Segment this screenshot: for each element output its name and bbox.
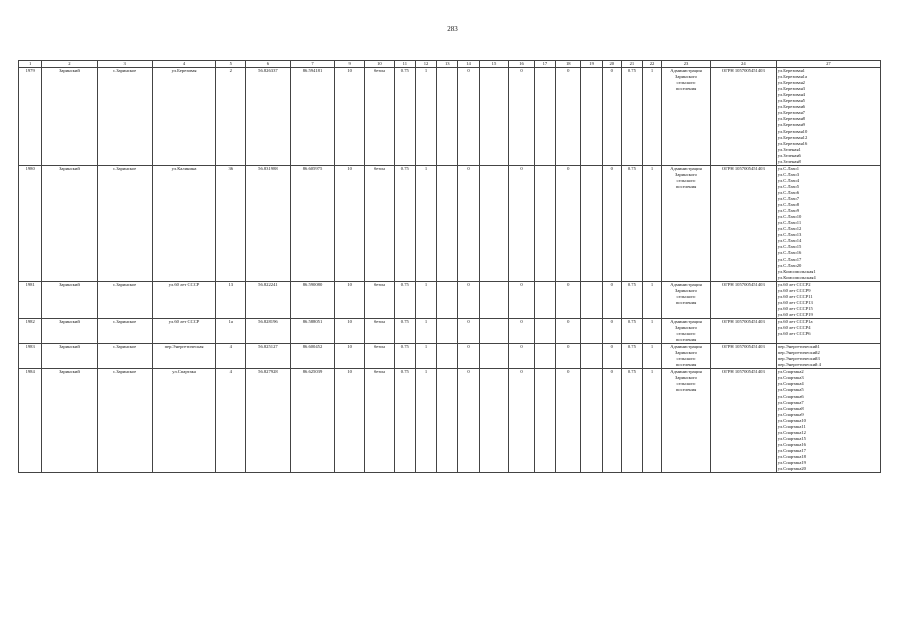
table-cell: 36	[216, 165, 246, 281]
address-line: ул.С.Лазо13	[777, 232, 802, 238]
address-line: ул.60 лет СССР2	[777, 281, 811, 287]
table-cell	[534, 344, 555, 369]
table-cell: 1	[415, 68, 436, 166]
address-line: ул.С.Лазо14	[777, 238, 802, 244]
owner-line: Администрация	[670, 68, 702, 74]
table-cell: с.Заринское	[97, 344, 152, 369]
table-cell: ул.Калинина	[152, 165, 216, 281]
owner-cell	[662, 369, 711, 473]
table-cell: 86.625039	[290, 369, 335, 473]
table-cell: 0.75	[621, 318, 642, 343]
owner-cell	[662, 165, 711, 281]
table-cell: 0	[509, 68, 534, 166]
table-cell: 0	[602, 344, 621, 369]
owner-line: Администрация	[670, 344, 702, 350]
address-list-cell	[776, 68, 880, 166]
address-line: ул.Комсомольская1	[777, 268, 816, 274]
table-cell: ул.Спартака	[152, 369, 216, 473]
table-cell: бетон	[365, 165, 395, 281]
ogrn-cell: ОГРН 1057005451403	[710, 281, 776, 318]
table-cell: 0	[556, 318, 581, 343]
address-line: ул.Березовая12	[777, 134, 808, 140]
table-cell: 1	[415, 344, 436, 369]
owner-line: Заринского	[675, 74, 697, 80]
table-cell: бетон	[365, 318, 395, 343]
ogrn-cell: ОГРН 1057005451403	[710, 369, 776, 473]
address-line: ул.С.Лазо10	[777, 214, 802, 220]
address-line: ул.Зеленая1	[777, 146, 801, 152]
table-cell: 10	[335, 344, 365, 369]
table-row	[19, 369, 881, 473]
table-cell: 0	[602, 281, 621, 318]
table-cell: бетон	[365, 281, 395, 318]
table-cell: ул.60 лет СССР	[152, 318, 216, 343]
table-cell: 1	[643, 318, 662, 343]
table-cell: 0	[509, 344, 534, 369]
address-line: ул.Спартака17	[777, 447, 806, 453]
owner-line: Администрация	[670, 318, 702, 324]
col-header: 19	[581, 61, 602, 68]
table-cell: 4	[216, 369, 246, 473]
address-line: пер.Энергетический1	[777, 344, 820, 350]
table-cell: 1	[643, 369, 662, 473]
col-header: 27	[776, 61, 880, 68]
table-cell	[534, 318, 555, 343]
col-header: 23	[662, 61, 711, 68]
table-cell	[437, 165, 458, 281]
address-list-cell	[776, 165, 880, 281]
col-header: 7	[290, 61, 335, 68]
table-cell	[437, 318, 458, 343]
address-line: ул.Спартака2	[777, 369, 804, 375]
table-cell: 10	[335, 68, 365, 166]
table-cell: Заринский	[42, 369, 97, 473]
table-cell: 0	[556, 281, 581, 318]
address-line: ул.С.Лазо4	[777, 177, 800, 183]
owner-line: сельского	[676, 293, 696, 299]
address-line: ул.Березовая1а	[777, 74, 808, 80]
address-line: ул.Березовая4	[777, 92, 805, 98]
owner-line: поселения	[675, 362, 697, 368]
table-cell: бетон	[365, 68, 395, 166]
table-cell: 0.75	[621, 68, 642, 166]
owner-line: Заринского	[675, 325, 697, 331]
ogrn-cell: ОГРН 1057005451403	[710, 344, 776, 369]
col-header: 21	[621, 61, 642, 68]
table-cell	[479, 68, 509, 166]
address-line: ул.Спартака12	[777, 429, 806, 435]
address-line: ул.Спартака6	[777, 393, 804, 399]
table-cell: 0.75	[394, 318, 415, 343]
owner-cell	[662, 68, 711, 166]
address-list-cell	[776, 369, 880, 473]
table-cell: 0	[458, 165, 479, 281]
col-header: 24	[710, 61, 776, 68]
address-line: ул.Березовая2	[777, 80, 805, 86]
address-line: ул.С.Лазо9	[777, 208, 800, 214]
table-cell: 1981	[19, 281, 42, 318]
table-cell: 56.822241	[246, 281, 291, 318]
address-line: ул.С.Лазо1	[777, 165, 800, 171]
address-line: ул.Спартака4	[777, 381, 804, 387]
table-cell: 86.600452	[290, 344, 335, 369]
table-cell: 86.590080	[290, 281, 335, 318]
table-cell: 0	[602, 68, 621, 166]
address-line: пер.Энергетический3	[777, 356, 820, 362]
address-line: ул.Спартака3	[777, 375, 804, 381]
address-line: ул.Спартака18	[777, 454, 806, 459]
table-cell: 0.75	[394, 369, 415, 473]
address-line: ул.Березовая7	[777, 110, 805, 116]
table-cell: 1980	[19, 165, 42, 281]
table-cell	[581, 344, 602, 369]
table-cell: 1а	[216, 318, 246, 343]
owner-line: поселения	[675, 299, 697, 305]
address-list-cell	[776, 281, 880, 318]
col-header: 20	[602, 61, 621, 68]
address-line: ул.Спартака15	[777, 435, 806, 441]
table-cell: 0.75	[621, 344, 642, 369]
address-line: ул.60 лет СССР6	[777, 331, 811, 337]
table-cell	[581, 68, 602, 166]
col-header: 2	[42, 61, 97, 68]
table-cell: с.Заринское	[97, 281, 152, 318]
table-cell: 86.605975	[290, 165, 335, 281]
address-line: ул.Березовая6	[777, 104, 805, 110]
address-line: ул.Спартака10	[777, 417, 806, 423]
col-header: 22	[643, 61, 662, 68]
col-header: 1	[19, 61, 42, 68]
address-line: ул.С.Лазо8	[777, 202, 800, 208]
owner-line: Заринского	[675, 287, 697, 293]
table-cell: 0	[509, 369, 534, 473]
table-cell	[581, 369, 602, 473]
table-cell: 0	[458, 68, 479, 166]
address-line: ул.60 лет СССР19	[777, 311, 813, 317]
address-line: ул.Березовая16	[777, 140, 808, 146]
table-cell: 0	[602, 369, 621, 473]
owner-line: Администрация	[670, 281, 702, 287]
table-cell: 10	[335, 165, 365, 281]
table-cell: 0	[556, 165, 581, 281]
table-cell: 0	[458, 281, 479, 318]
table-cell: Заринский	[42, 281, 97, 318]
table-cell: 1982	[19, 318, 42, 343]
address-line: ул.Спартака20	[777, 466, 806, 472]
table-cell: 1979	[19, 68, 42, 166]
owner-line: сельского	[676, 331, 696, 337]
table-row	[19, 165, 881, 281]
table-cell	[437, 369, 458, 473]
address-list-cell	[776, 318, 880, 343]
table-cell: с.Заринское	[97, 68, 152, 166]
table-cell	[479, 344, 509, 369]
table-cell: с.Заринское	[97, 318, 152, 343]
table-cell: 1	[643, 165, 662, 281]
col-header: 15	[479, 61, 509, 68]
ogrn-cell: ОГРН 1057005451403	[710, 318, 776, 343]
table-cell: с.Заринское	[97, 369, 152, 473]
address-line: ул.Березовая10	[777, 128, 808, 134]
owner-cell	[662, 318, 711, 343]
table-cell	[479, 281, 509, 318]
address-line: ул.Березовая1	[777, 68, 805, 74]
table-cell: 1984	[19, 369, 42, 473]
col-header: 16	[509, 61, 534, 68]
table-row	[19, 281, 881, 318]
address-line: ул.60 лет СССР13	[777, 299, 813, 305]
col-header: 9	[335, 61, 365, 68]
ogrn-cell: ОГРН 1057005451403	[710, 165, 776, 281]
table-cell: 0	[556, 344, 581, 369]
table-cell: 56.828196	[246, 318, 291, 343]
table-cell: 56.831988	[246, 165, 291, 281]
address-line: ул.С.Лазо6	[777, 189, 800, 195]
table-cell: 1	[415, 281, 436, 318]
address-line: ул.60 лет СССР4	[777, 325, 811, 331]
address-line: ул.Березовая9	[777, 122, 805, 128]
table-cell: 0.75	[394, 68, 415, 166]
address-line: пер.Энергетический 4	[777, 362, 821, 368]
address-line: ул.С.Лазо17	[777, 256, 802, 262]
table-cell: бетон	[365, 344, 395, 369]
page-number: 283	[447, 25, 458, 33]
col-header: 6	[246, 61, 291, 68]
address-line: ул.Спартака11	[777, 423, 806, 429]
table-cell: Заринский	[42, 165, 97, 281]
table-cell: пер.Энергетическая	[152, 344, 216, 369]
table-cell: 0	[602, 165, 621, 281]
owner-line: Заринского	[675, 171, 697, 177]
address-line: ул.60 лет СССР1а	[777, 318, 813, 324]
table-cell: 0.75	[621, 281, 642, 318]
table-cell: 86.588051	[290, 318, 335, 343]
table-cell: 0	[509, 281, 534, 318]
address-line: ул.Зеленая6	[777, 152, 801, 158]
col-header: 11	[394, 61, 415, 68]
address-line: ул.Березовая8	[777, 116, 805, 122]
address-line: ул.Спартака5	[777, 387, 804, 393]
registry-table	[18, 60, 881, 473]
address-line: ул.С.Лазо5	[777, 183, 800, 189]
owner-line: Заринского	[675, 375, 697, 381]
table-cell	[437, 281, 458, 318]
table-cell: 0	[509, 318, 534, 343]
table-cell: 0	[602, 318, 621, 343]
address-line: ул.Спартака19	[777, 460, 806, 466]
table-cell: 86.594181	[290, 68, 335, 166]
owner-line: сельского	[676, 80, 696, 86]
address-line: ул.С.Лазо3	[777, 171, 800, 177]
table-cell: 0	[458, 318, 479, 343]
table-cell	[534, 68, 555, 166]
owner-line: Администрация	[670, 165, 702, 171]
table-cell: 1	[415, 369, 436, 473]
table-row	[19, 344, 881, 369]
col-header: 3	[97, 61, 152, 68]
owner-line: сельского	[676, 177, 696, 183]
table-cell: 2	[216, 68, 246, 166]
address-line: ул.60 лет СССР9	[777, 287, 811, 293]
address-line: ул.С.Лазо11	[777, 220, 802, 226]
table-cell: Заринский	[42, 68, 97, 166]
col-header: 12	[415, 61, 436, 68]
address-list-cell	[776, 344, 880, 369]
col-header: 14	[458, 61, 479, 68]
col-header: 18	[556, 61, 581, 68]
table-cell: 0.75	[621, 369, 642, 473]
address-line: ул.Спартака7	[777, 399, 804, 405]
table-cell	[479, 369, 509, 473]
table-cell: 0.75	[394, 344, 415, 369]
address-line: ул.Зеленая8	[777, 158, 801, 164]
address-line: ул.С.Лазо15	[777, 244, 802, 250]
table-cell: 0.75	[394, 281, 415, 318]
col-header: 4	[152, 61, 216, 68]
table-cell	[534, 281, 555, 318]
col-header: 17	[534, 61, 555, 68]
table-body	[19, 68, 881, 473]
address-line: ул.60 лет СССР15	[777, 305, 813, 311]
table-row	[19, 68, 881, 166]
address-line: ул.Спартака9	[777, 411, 804, 417]
owner-line: поселения	[675, 387, 697, 393]
table-cell: с.Заринское	[97, 165, 152, 281]
owner-line: сельского	[676, 381, 696, 387]
table-cell: ул.60 лет СССР	[152, 281, 216, 318]
table-cell: 0.75	[621, 165, 642, 281]
table-cell	[581, 318, 602, 343]
owner-line: сельского	[676, 356, 696, 362]
address-line: ул.С.Лазо20	[777, 262, 802, 268]
table-cell: 4	[216, 344, 246, 369]
table-cell: 1	[643, 344, 662, 369]
table-cell	[534, 165, 555, 281]
owner-line: Администрация	[670, 369, 702, 375]
owner-line: поселения	[675, 183, 697, 189]
address-line: ул.Комсомольская4	[777, 274, 816, 280]
table-cell: бетон	[365, 369, 395, 473]
owner-cell	[662, 281, 711, 318]
owner-line: поселения	[675, 337, 697, 343]
col-header: 5	[216, 61, 246, 68]
table-cell: 10	[335, 281, 365, 318]
col-header: 13	[437, 61, 458, 68]
header-row	[19, 61, 881, 68]
table-cell	[534, 369, 555, 473]
address-line: пер.Энергетический2	[777, 350, 820, 356]
table-cell	[437, 68, 458, 166]
table-cell: 0	[458, 369, 479, 473]
address-line: ул.Березовая5	[777, 98, 805, 104]
table-cell: 10	[335, 318, 365, 343]
ogrn-cell: ОГРН 1057005451403	[710, 68, 776, 166]
table-cell: 0.75	[394, 165, 415, 281]
table-cell	[479, 165, 509, 281]
table-cell: 0	[556, 369, 581, 473]
table-cell: Заринский	[42, 344, 97, 369]
address-line: ул.С.Лазо16	[777, 250, 802, 256]
table-cell: 1	[415, 318, 436, 343]
table-cell: 1	[643, 68, 662, 166]
table-cell: 1	[415, 165, 436, 281]
table-cell: 10	[335, 369, 365, 473]
address-line: ул.Спартака16	[777, 441, 806, 447]
address-line: ул.Спартака8	[777, 405, 804, 411]
col-header: 10	[365, 61, 395, 68]
address-line: ул.60 лет СССР11	[777, 293, 813, 299]
table-cell	[479, 318, 509, 343]
table-row	[19, 318, 881, 343]
address-line: ул.Березовая3	[777, 86, 805, 92]
table-cell: 13	[216, 281, 246, 318]
table-cell: Заринский	[42, 318, 97, 343]
table-cell: 0	[556, 68, 581, 166]
owner-line: Заринского	[675, 350, 697, 356]
address-line: ул.С.Лазо12	[777, 226, 802, 232]
table-cell: 0	[458, 344, 479, 369]
owner-cell	[662, 344, 711, 369]
table-cell: 0	[509, 165, 534, 281]
table-cell	[581, 281, 602, 318]
table-cell: 1983	[19, 344, 42, 369]
address-line: ул.С.Лазо7	[777, 196, 800, 202]
table-cell: ул.Березовая	[152, 68, 216, 166]
table-cell: 56.826337	[246, 68, 291, 166]
table-cell	[581, 165, 602, 281]
table-cell	[437, 344, 458, 369]
table-cell: 1	[643, 281, 662, 318]
table-cell: 56.827928	[246, 369, 291, 473]
table-cell: 56.825127	[246, 344, 291, 369]
owner-line: поселения	[675, 86, 697, 92]
